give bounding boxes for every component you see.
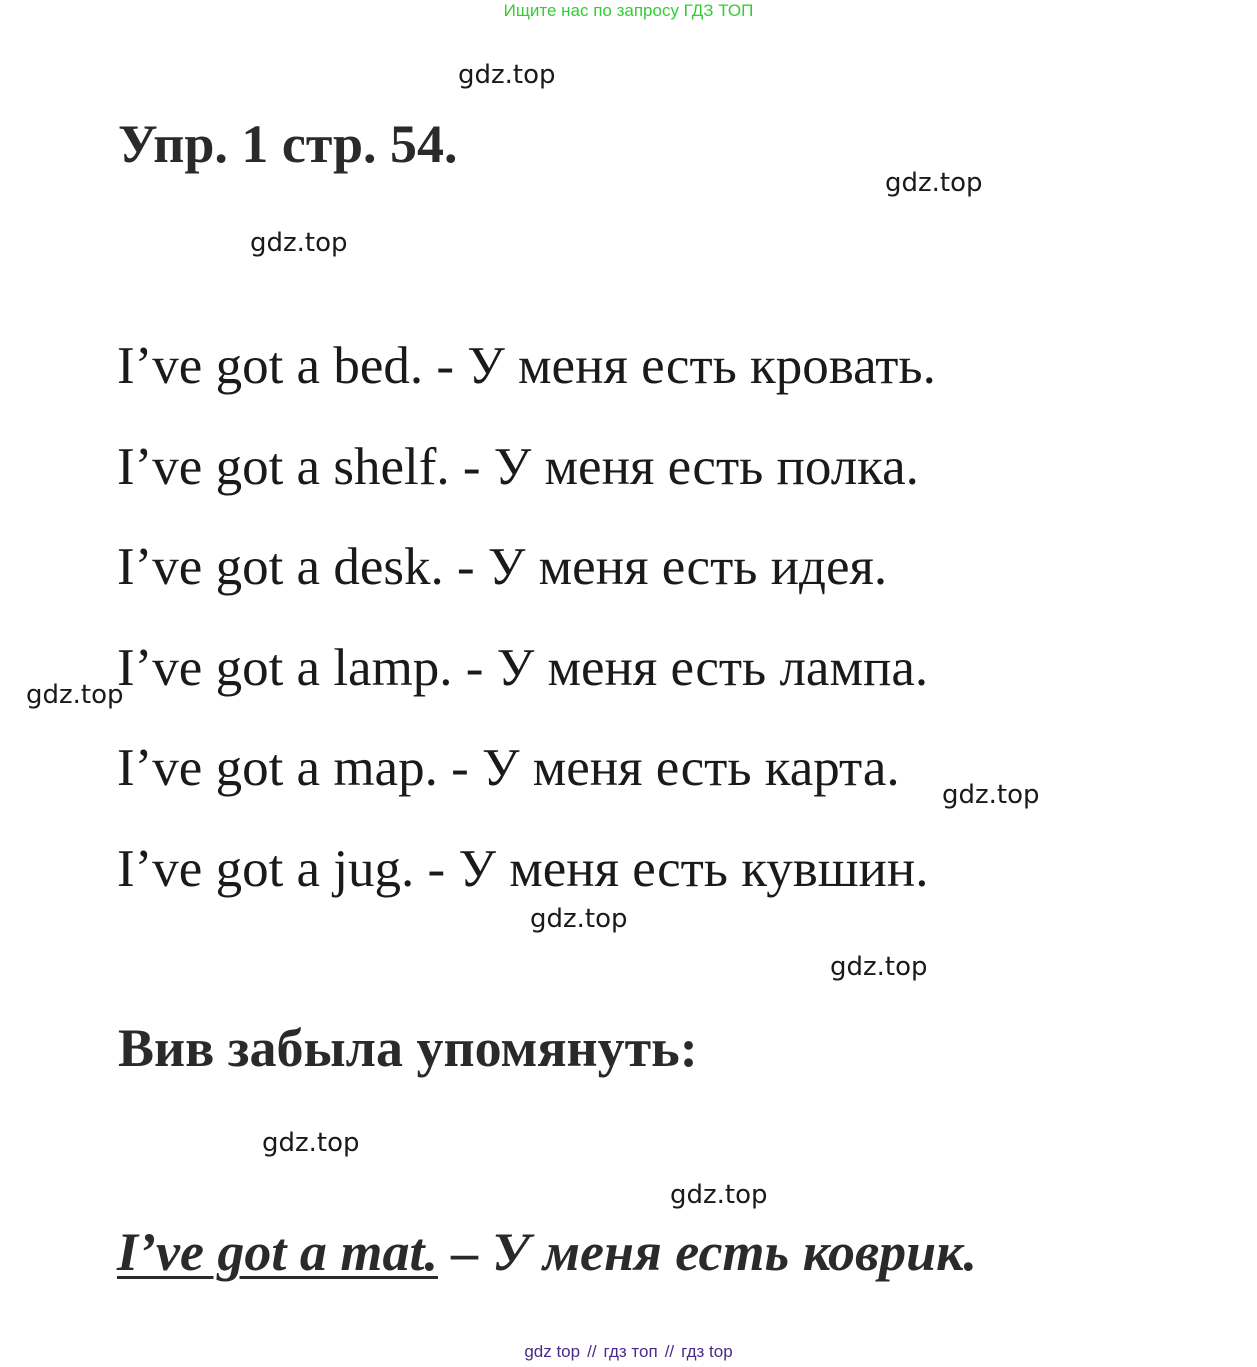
footer-link-gdz-top-ru[interactable]: гдз топ (603, 1342, 658, 1361)
top-banner: Ищите нас по запросу ГДЗ ТОП (503, 1, 754, 20)
watermark: gdz.top (885, 168, 983, 198)
watermark: gdz.top (670, 1180, 768, 1210)
watermark: gdz.top (458, 60, 556, 90)
watermark: gdz.top (262, 1128, 360, 1158)
watermark: gdz.top (830, 952, 928, 982)
footer-separator: // (664, 1342, 675, 1361)
sentence-line: I’ve got a jug. - У меня есть кувшин. (117, 839, 929, 898)
footer-link-gdz-top[interactable]: gdz top (524, 1342, 581, 1361)
final-sentence-russian: – У меня есть коврик. (437, 1222, 978, 1282)
final-sentence-english: I’ve got a mat. (117, 1222, 438, 1282)
sentence-line: I’ve got a desk. - У меня есть идея. (117, 538, 888, 597)
footer-link-gdz-top-mixed[interactable]: гдз top (681, 1342, 733, 1361)
footer-separator: // (587, 1342, 597, 1361)
watermark: gdz.top (942, 780, 1040, 810)
subheading: Вив забыла упомянуть: (118, 1018, 698, 1078)
watermark: gdz.top (250, 228, 348, 258)
sentence-line: I’ve got a map. - У меня есть карта. (117, 739, 900, 798)
sentence-line: I’ve got a lamp. - У меня есть лампа. (117, 638, 929, 697)
watermark: gdz.top (26, 680, 124, 710)
sentence-list (117, 316, 936, 920)
exercise-title: Упр. 1 стр. 54. (118, 114, 458, 174)
sentence-line: I’ve got a bed. - У меня есть кровать. (117, 337, 936, 395)
final-sentence (117, 1220, 977, 1284)
watermark: gdz.top (530, 904, 628, 934)
sentence-line: I’ve got a shelf. - У меня есть полка. (117, 437, 919, 496)
footer-links (0, 1341, 1257, 1363)
